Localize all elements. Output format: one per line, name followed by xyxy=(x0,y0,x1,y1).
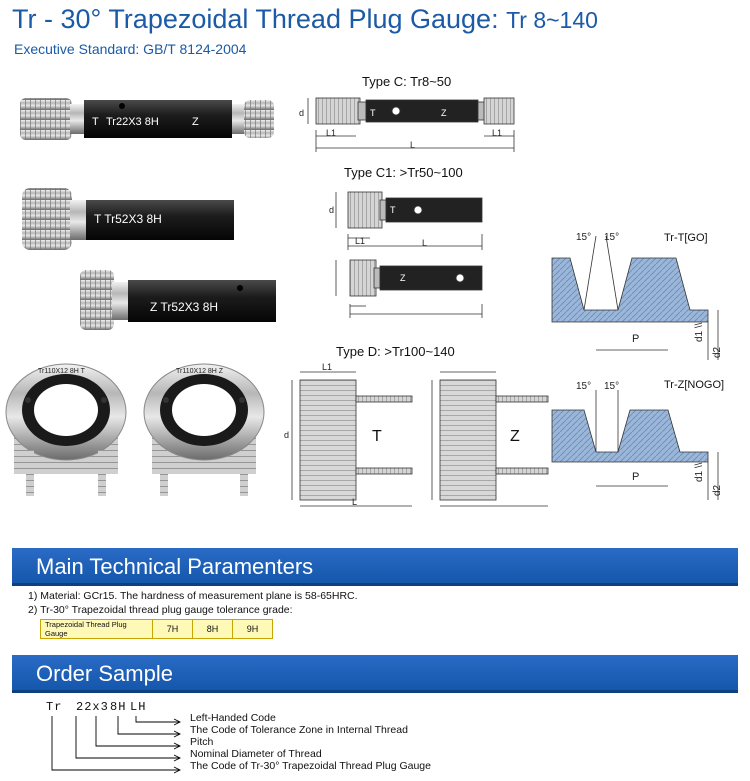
gauge1-go-thread xyxy=(20,98,72,140)
order-note-diameter: Nominal Diameter of Thread xyxy=(190,748,322,760)
type-c1-l-label: L xyxy=(422,238,428,248)
profile-go-a1: 15° xyxy=(576,232,592,243)
tolerance-table xyxy=(40,619,273,639)
profile-go-a2: 15° xyxy=(604,232,620,243)
gauge1-z-label: Z xyxy=(192,116,199,128)
tolerance-grade-7h: 7H xyxy=(153,620,193,639)
type-c-d-label: d xyxy=(299,108,305,118)
profile-go-d2: d2 xyxy=(712,346,723,358)
ring-z-label: Tr110X12 8H Z xyxy=(176,368,224,375)
type-c1-z-label: Z xyxy=(400,273,406,283)
order-note-pitch: Pitch xyxy=(190,736,214,748)
ring-t-label: Tr110X12 8H T xyxy=(38,368,85,375)
tolerance-grade-8h: 8H xyxy=(193,620,233,639)
order-heading-bar xyxy=(12,655,738,693)
params-item-2: 2) Tr-30° Trapezoidal thread plug gauge tolerance grade: xyxy=(28,604,293,616)
type-c-t-label: T xyxy=(370,108,376,118)
type-c-l1b-label: L1 xyxy=(492,128,503,138)
type-d-title: Type D: >Tr100~140 xyxy=(336,344,455,359)
gauge3-label: Z Tr52X3 8H xyxy=(150,300,219,314)
tolerance-grade-9h: 9H xyxy=(233,620,273,639)
technical-drawings xyxy=(290,60,750,520)
order-heading: Order Sample xyxy=(36,661,173,686)
type-d-l1-label: L1 xyxy=(322,362,333,372)
type-c1-t-label: T xyxy=(390,205,396,215)
order-code-tr: Tr xyxy=(46,700,63,714)
executive-standard: Executive Standard: GB/T 8124-2004 xyxy=(14,41,247,57)
profile-nogo-d2: d2 xyxy=(712,484,723,496)
profile-go-label: Tr-T[GO] xyxy=(664,232,708,244)
profile-go-d1: d1 \\ xyxy=(694,322,705,342)
profile-nogo-a2: 15° xyxy=(604,381,620,392)
type-c1-l1-label: L1 xyxy=(355,236,366,246)
type-d-t-label: T xyxy=(372,428,382,445)
profile-nogo-p: P xyxy=(632,471,640,483)
profile-go-p: P xyxy=(632,333,640,345)
type-c-l1a-label: L1 xyxy=(326,128,337,138)
type-c-title: Type C: Tr8~50 xyxy=(362,74,452,89)
params-heading: Main Technical Paramenters xyxy=(36,554,314,579)
order-code-lh: LH xyxy=(130,700,147,714)
gauge3-thread xyxy=(80,270,114,330)
order-code-size: 22x3 xyxy=(76,700,109,714)
type-c1-title: Type C1: >Tr50~100 xyxy=(344,165,463,180)
gauge1-t-label: T xyxy=(92,116,99,128)
type-c-z-label: Z xyxy=(441,108,447,118)
order-note-tolerance: The Code of Tolerance Zone in Internal Thread xyxy=(190,724,408,736)
order-code-grade: 8H xyxy=(110,700,127,714)
profile-nogo-a1: 15° xyxy=(576,381,592,392)
title-range: Tr 8~140 xyxy=(506,7,598,33)
profile-nogo-drawing xyxy=(552,390,718,500)
type-c-l-label: L xyxy=(410,140,416,150)
type-c1-drawing xyxy=(336,192,482,318)
ring-gauge-t xyxy=(6,364,126,496)
tolerance-table-header: Trapezoidal Thread Plug Gauge xyxy=(41,620,153,639)
gauge2-label: T Tr52X3 8H xyxy=(94,212,162,226)
type-c1-d-label: d xyxy=(329,205,335,215)
gauge1-spec-label: Tr22X3 8H xyxy=(106,116,159,128)
profile-nogo-d1: d1 \\ xyxy=(694,462,705,482)
params-heading-bar xyxy=(12,548,738,586)
order-note-code: The Code of Tr-30° Trapezoidal Thread Plug Gauge xyxy=(190,760,431,772)
params-item-1: 1) Material: GCr15. The hardness of measurement plane is 58-65HRC. xyxy=(28,590,358,602)
gauge2-thread xyxy=(22,188,72,250)
ring-gauge-z xyxy=(144,364,264,496)
gauge1-nogo-thread xyxy=(244,100,274,138)
order-note-lh: Left-Handed Code xyxy=(190,712,276,724)
title-main: Tr - 30° Trapezoidal Thread Plug Gauge: xyxy=(12,4,507,34)
type-d-l-label: L xyxy=(352,497,358,507)
type-d-d-label: d xyxy=(284,430,290,440)
profile-nogo-label: Tr-Z[NOGO] xyxy=(664,379,725,391)
type-d-z-label: Z xyxy=(510,428,520,445)
page-title xyxy=(12,4,598,35)
